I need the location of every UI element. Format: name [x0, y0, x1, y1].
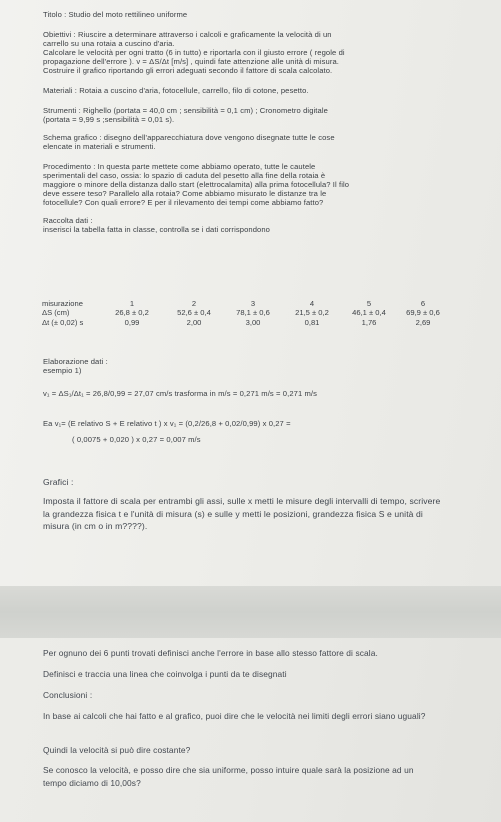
- raccolta-instruction: inserisci la tabella fatta in classe, controlla se i dati corrispondono: [43, 225, 271, 234]
- table-cell: 0,99: [124, 317, 140, 327]
- obiettivi-line: Obiettivi : Riuscire a determinare attraverso i calcoli e graficamente la velocità di un: [43, 30, 332, 39]
- table-cell: 46,1 ± 0,4: [352, 308, 386, 318]
- table-cell: 69,9 ± 0,6: [406, 308, 440, 318]
- formula-line: Ea v₁= (E relativo S + E relativo t ) x v₁ = (0,2/26,8 + 0,02/0,99) x 0,27 =: [43, 419, 291, 428]
- procedimento-line: maggiore o minore della distanza dallo start (elettrocalamita) alla prima fotocellula? Il filo: [43, 180, 350, 189]
- document-title: Titolo : Studio del moto rettilineo uniforme: [43, 10, 188, 19]
- obiettivi-line: carrello su una rotaia a cuscino d'aria.: [43, 39, 175, 48]
- table-header-label: misurazione: [42, 299, 83, 308]
- page-two: [0, 638, 501, 822]
- table-column-header: 1: [129, 299, 135, 308]
- page2-line: Definisci e traccia una linea che coinvolga i punti da te disegnati: [43, 669, 287, 679]
- elaborazione-heading: Elaborazione dati :: [43, 357, 108, 366]
- page2-line: Per ognuno dei 6 punti trovati definisci anche l'errore in base allo stesso fattore di scala.: [43, 648, 378, 658]
- page2-line: In base ai calcoli che hai fatto e al grafico, puoi dire che le velocità nei limiti degli errori siano uguali?: [43, 711, 426, 721]
- obiettivi-line: propagazione dell'errore ). v = ΔS/Δt [m/s] , quindi fate attenzione alle unità di misura.: [43, 57, 340, 66]
- table-cell: 26,8 ± 0,2: [115, 308, 149, 318]
- table-cell: 3,00: [245, 317, 261, 327]
- table-column-header: 3: [250, 299, 256, 308]
- table-row: [42, 299, 450, 308]
- table-row: [42, 308, 450, 317]
- raccolta-heading: Raccolta dati :: [43, 216, 93, 225]
- row-label: Δt (± 0,02) s: [42, 317, 84, 327]
- procedimento-line: fotocellule? Con quali errore? E per il rilevamento dei tempi come abbiamo fatto?: [43, 198, 324, 207]
- table-column-header: 5: [366, 299, 372, 308]
- table-column-header: 4: [309, 299, 315, 308]
- grafici-heading: Grafici :: [43, 477, 74, 487]
- page-gap: [0, 586, 501, 638]
- formula-line: v₁ = ΔS₁/Δt₁ = 26,8/0,99 = 27,07 cm/s trasforma in m/s = 0,271 m/s = 0,271 m/s: [43, 389, 318, 398]
- formula-line: ( 0,0075 + 0,020 ) x 0,27 = 0,007 m/s: [72, 435, 201, 444]
- table-cell: 1,76: [361, 317, 377, 327]
- table-cell: 2,69: [415, 317, 431, 327]
- materiali-text: Materiali : Rotaia a cuscino d'aria, fotocellule, carrello, filo di cotone, pesetto.: [43, 86, 309, 95]
- procedimento-line: sperimentali del caso, ossia: lo spazio di caduta del pesetto alla fine della rotaia è: [43, 171, 326, 180]
- schema-line: elencate in materiali e strumenti.: [43, 142, 156, 151]
- table-cell: 0,81: [304, 317, 320, 327]
- table-cell: 52,6 ± 0,4: [177, 308, 211, 318]
- page2-line: Se conosco la velocità, e posso dire che sia uniforme, posso intuire quale sarà la posizione ad un tempo diciamo di 10,00s?: [43, 765, 414, 789]
- obiettivi-line: Calcolare le velocità per ogni tratto (6 in tutto) e riportarla con il giusto errore ( regole di: [43, 48, 345, 57]
- table-column-header: 6: [420, 299, 426, 308]
- obiettivi-line: Costruire il grafico riportando gli errori adeguati secondo il fattore di scala calcolato.: [43, 66, 333, 75]
- elaborazione-example: esempio 1): [43, 366, 82, 375]
- strumenti-line: (portata = 9,99 s ;sensibilità = 0,01 s).: [43, 115, 175, 124]
- row-label: ΔS (cm): [42, 308, 70, 318]
- schema-line: Schema grafico : disegno dell'apparecchiatura dove vengono disegnate tutte le cose: [43, 133, 335, 142]
- strumenti-line: Strumenti : Righello (portata = 40,0 cm ; sensibilità = 0,1 cm) ; Cronometro digitale: [43, 106, 328, 115]
- procedimento-line: Procedimento : In questa parte mettete come abbiamo operato, tutte le cautele: [43, 162, 316, 171]
- page2-line: Quindi la velocità si può dire costante?: [43, 745, 191, 755]
- table-cell: 21,5 ± 0,2: [295, 308, 329, 318]
- conclusioni-heading: Conclusioni :: [43, 690, 93, 700]
- data-table: [42, 299, 450, 327]
- table-cell: 2,00: [186, 317, 202, 327]
- table-row: [42, 318, 450, 327]
- procedimento-line: deve essere teso? Parallelo alla rotaia? Come abbiamo misurato le distanze tra le: [43, 189, 327, 198]
- table-column-header: 2: [191, 299, 197, 308]
- table-cell: 78,1 ± 0,6: [236, 308, 270, 318]
- grafici-text: Imposta il fattore di scala per entrambi gli assi, sulle x metti le misure degli intervalli di tempo, scrivere la grandezza fisica t e l'unità di misura (s) e sulle y metti le posizioni, grandezza fisica S e unità di misura (in cm o in m????).: [43, 496, 441, 532]
